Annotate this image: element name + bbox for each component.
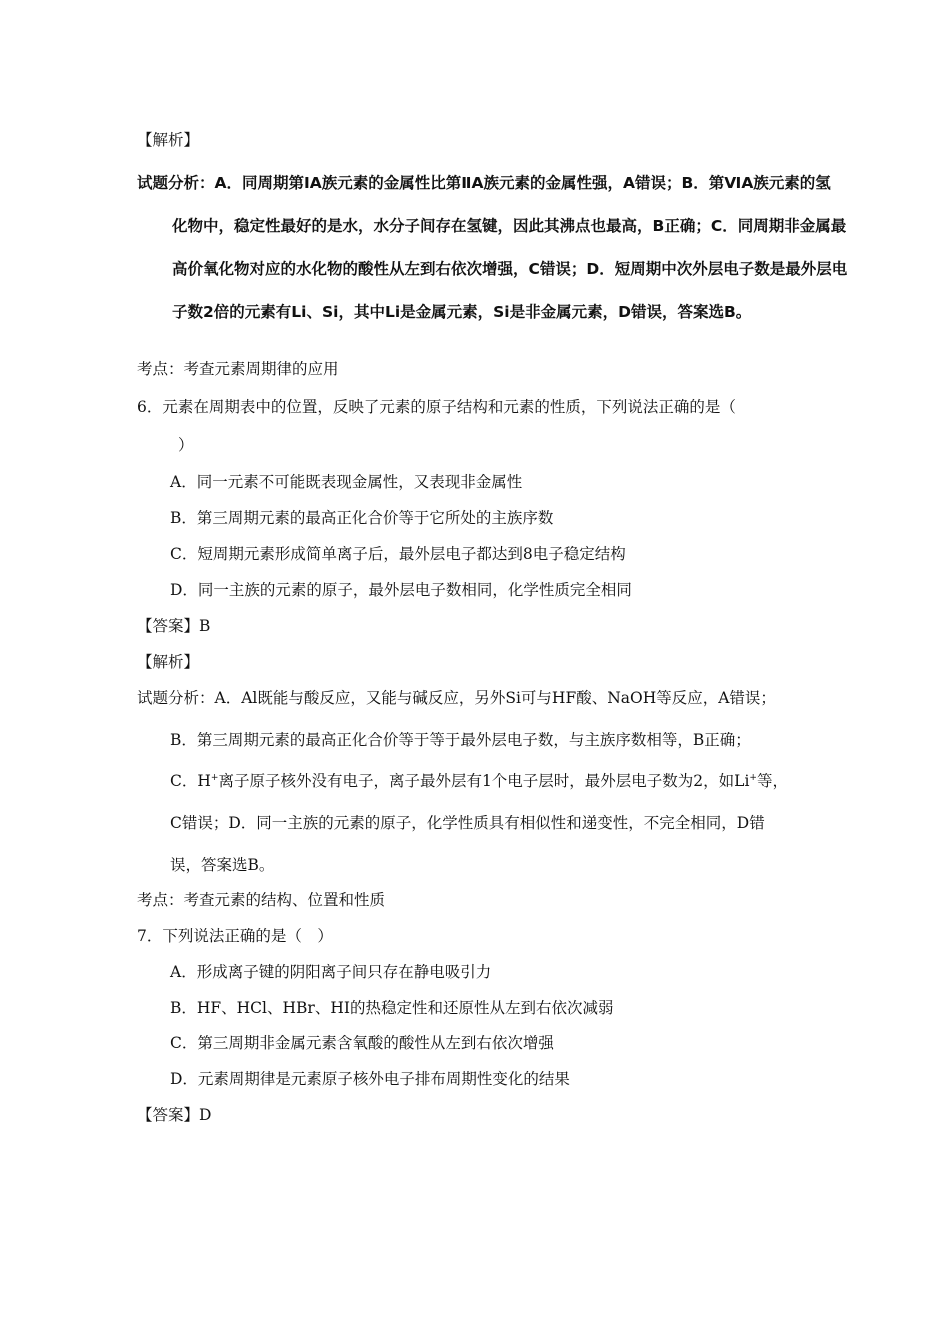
analysis-text: 等， xyxy=(756,772,788,790)
question-6-analysis-header: 【解析】 xyxy=(137,653,200,671)
analysis-text: 离子原子核外没有电子，离子最外层有1个电子层时，最外层电子数为2，如Li xyxy=(218,772,750,790)
analysis-line: 高价氧化物对应的水化物的酸性从左到右依次增强，C错误；D．短周期中次外层电子数是最外层电 xyxy=(172,260,848,278)
analysis-line: 化物中，稳定性最好的是水，水分子间存在氢键，因此其沸点也最高，B正确；C．同周期非金属最 xyxy=(172,217,847,235)
question-7-option-d: D．元素周期律是元素原子核外电子排布周期性变化的结果 xyxy=(170,1070,570,1088)
question-6-analysis-line: C错误；D．同一主族的元素的原子，化学性质具有相似性和递变性，不完全相同，D错 xyxy=(170,814,765,832)
question-6-option-c: C．短周期元素形成简单离子后，最外层电子都达到8电子稳定结构 xyxy=(170,545,626,563)
analysis-line: 试题分析：A．同周期第ⅠA族元素的金属性比第ⅡA族元素的金属性强，A错误；B．第ⅥA族元素的氢 xyxy=(137,174,831,192)
analysis-line: 子数2倍的元素有Li、Si，其中Li是金属元素，Si是非金属元素，D错误，答案选B。 xyxy=(172,303,752,321)
question-6-option-d: D．同一主族的元素的原子，最外层电子数相同，化学性质完全相同 xyxy=(170,581,632,599)
analysis-text: C．H xyxy=(170,772,211,790)
kaodian-1: 考点：考查元素周期律的应用 xyxy=(137,360,339,378)
superscript-plus: + xyxy=(210,772,219,783)
superscript-plus: + xyxy=(749,772,757,783)
question-6-analysis-line: B．第三周期元素的最高正化合价等于等于最外层电子数，与主族序数相等，B正确； xyxy=(170,731,751,749)
analysis-header-1: 【解析】 xyxy=(137,131,200,149)
question-6-option-a: A．同一元素不可能既表现金属性，又表现非金属性 xyxy=(170,473,523,491)
question-6-answer: 【答案】B xyxy=(137,617,211,635)
question-7-answer: 【答案】D xyxy=(137,1106,212,1124)
question-6-analysis-line xyxy=(170,771,788,791)
question-7-option-b: B．HF、HCl、HBr、HI的热稳定性和还原性从左到右依次减弱 xyxy=(170,999,614,1017)
question-7-option-a: A．形成离子键的阴阳离子间只存在静电吸引力 xyxy=(170,963,492,981)
question-7-option-c: C．第三周期非金属元素含氧酸的酸性从左到右依次增强 xyxy=(170,1034,554,1052)
question-6-stem-close: ） xyxy=(178,436,194,454)
kaodian-2: 考点：考查元素的结构、位置和性质 xyxy=(137,891,386,909)
question-6-analysis-line: 试题分析：A．Al既能与酸反应，又能与碱反应，另外Si可与HF酸、NaOH等反应，A错误； xyxy=(137,689,776,707)
question-6-stem: 6．元素在周期表中的位置，反映了元素的原子结构和元素的性质，下列说法正确的是（ xyxy=(137,398,736,416)
question-6-analysis-line: 误，答案选B。 xyxy=(170,856,275,874)
question-7-stem: 7．下列说法正确的是（ ） xyxy=(137,927,333,945)
question-6-option-b: B．第三周期元素的最高正化合价等于它所处的主族序数 xyxy=(170,509,554,527)
